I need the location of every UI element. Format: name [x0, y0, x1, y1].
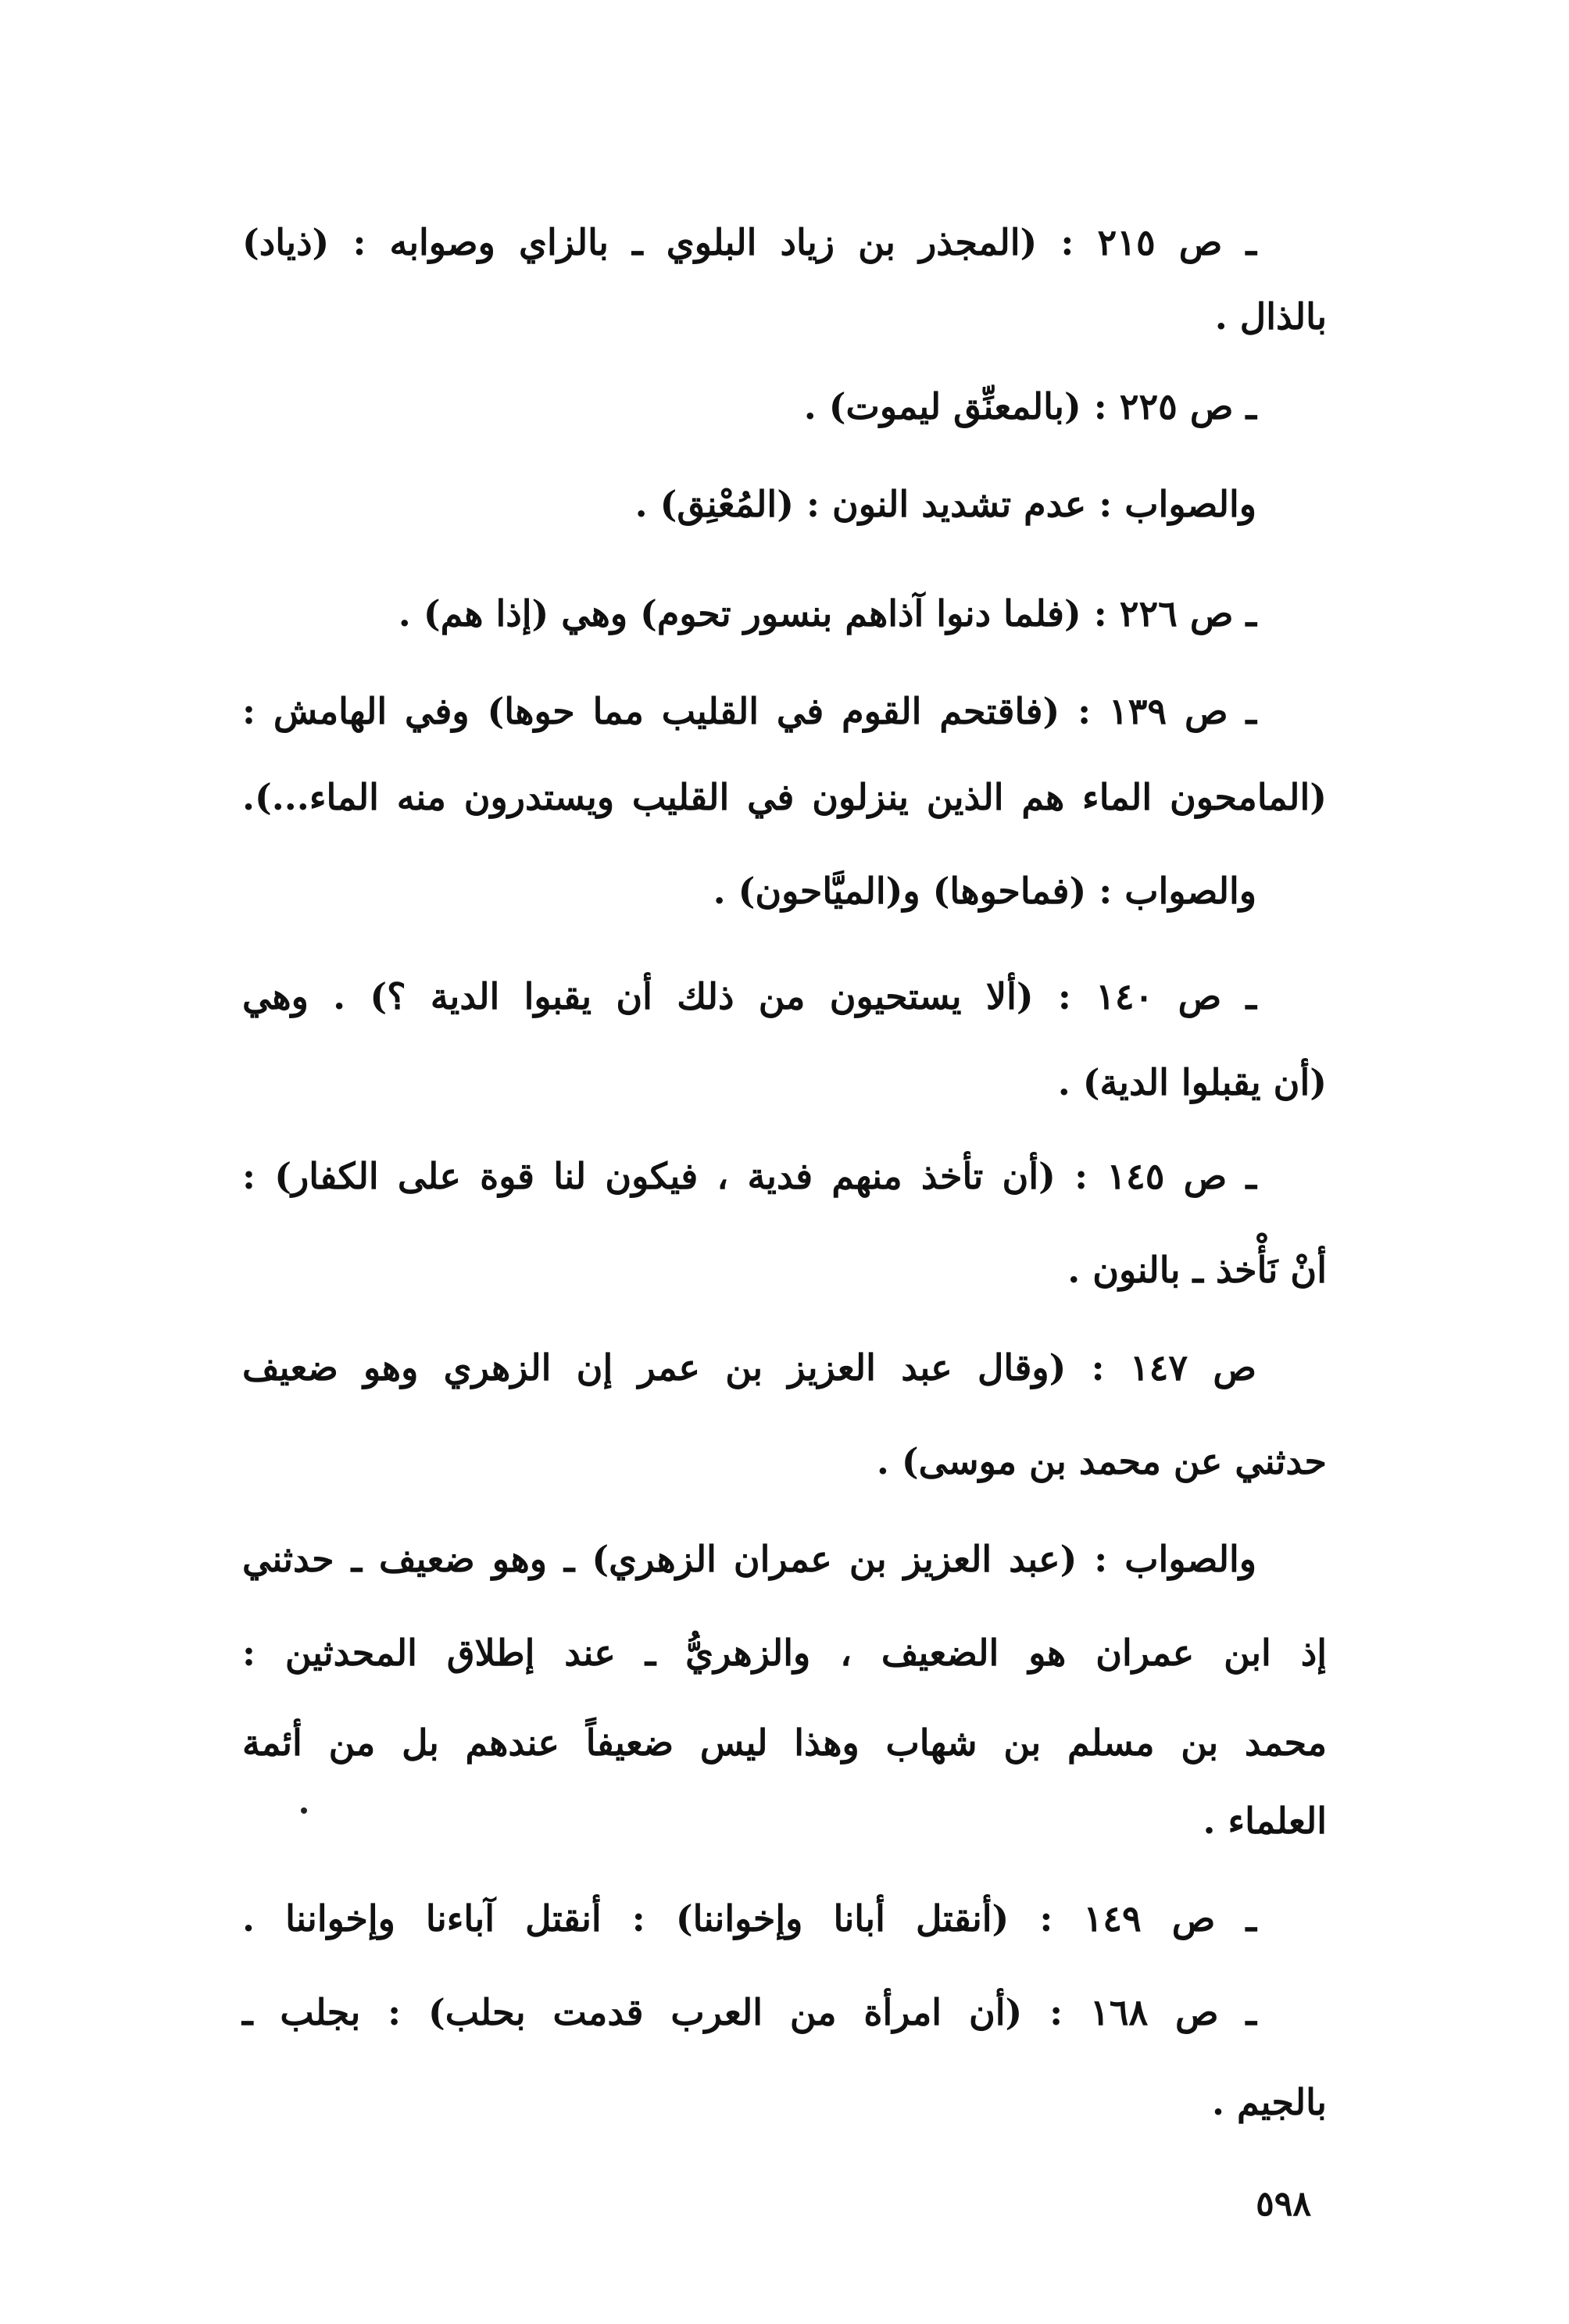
text-line: بالجيم .	[1211, 2081, 1327, 2123]
text-line: إذ ابن عمران هو الضعيف ، والزهريُّ ـ عند إطلاق المحدثين :	[242, 1632, 1327, 1674]
text-line: ـ ص ١٣٩ : (فاقتحم القوم في القليب مما حوها) وفي الهامش :	[242, 690, 1256, 732]
text-line: ـ ص ٢٢٦ : (فلما دنوا آذاهم بنسور تحوم) وهي (إذا هم) .	[398, 592, 1256, 635]
text-line: ـ ص ١٦٨ : (أن امرأة من العرب قدمت بحلب) : بجلب ـ	[242, 1991, 1256, 2033]
text-line: أنْ نَأْخذ ـ بالنون .	[1067, 1249, 1327, 1291]
text-line: ص ١٤٧ : (وقال عبد العزيز بن عمر إن الزهري وهو ضعيف	[242, 1346, 1256, 1389]
text-line: (أن يقبلوا الدية) .	[1057, 1061, 1327, 1103]
text-line: ـ ص ٢٢٥ : (بالمعنِّق ليموت) .	[803, 385, 1256, 427]
text-line: والصواب : (فماحوها) و(الميَّاحون) .	[713, 870, 1256, 912]
stray-mark	[301, 1807, 307, 1814]
text-line: والصواب : (عبد العزيز بن عمران الزهري) ـ وهو ضعيف ـ حدثني	[242, 1538, 1256, 1580]
text-line: (المامحون الماء هم الذين ينزلون في القليب ويستدرون منه الماء...).	[242, 776, 1327, 818]
text-line: والصواب : عدم تشديد النون : (المُعْنِق) .	[634, 483, 1256, 525]
text-line: حدثني عن محمد بن موسى) .	[876, 1440, 1327, 1482]
text-line: ـ ص ١٤٩ : (أنقتل أبانا وإخواننا) : أنقتل آباءنا وإخواننا .	[242, 1897, 1257, 1940]
text-line: ـ ص ٢١٥ : (المجذر بن زياد البلوي ـ بالزاي وصوابه : (ذياد)	[242, 221, 1256, 263]
page-number: ٥٩٨	[1256, 2184, 1311, 2224]
text-line: ـ ص ١٤٥ : (أن تأخذ منهم فدية ، فيكون لنا قوة على الكفار) :	[242, 1155, 1256, 1197]
text-line: بالذال .	[1214, 295, 1327, 338]
text-line: العلماء .	[1203, 1800, 1327, 1842]
text-line: محمد بن مسلم بن شهاب وهذا ليس ضعيفاً عندهم بل من أئمة	[242, 1722, 1327, 1764]
text-line: ـ ص ١٤٠ : (ألا يستحيون من ذلك أن يقبوا الدية ؟) . وهي	[242, 975, 1257, 1017]
